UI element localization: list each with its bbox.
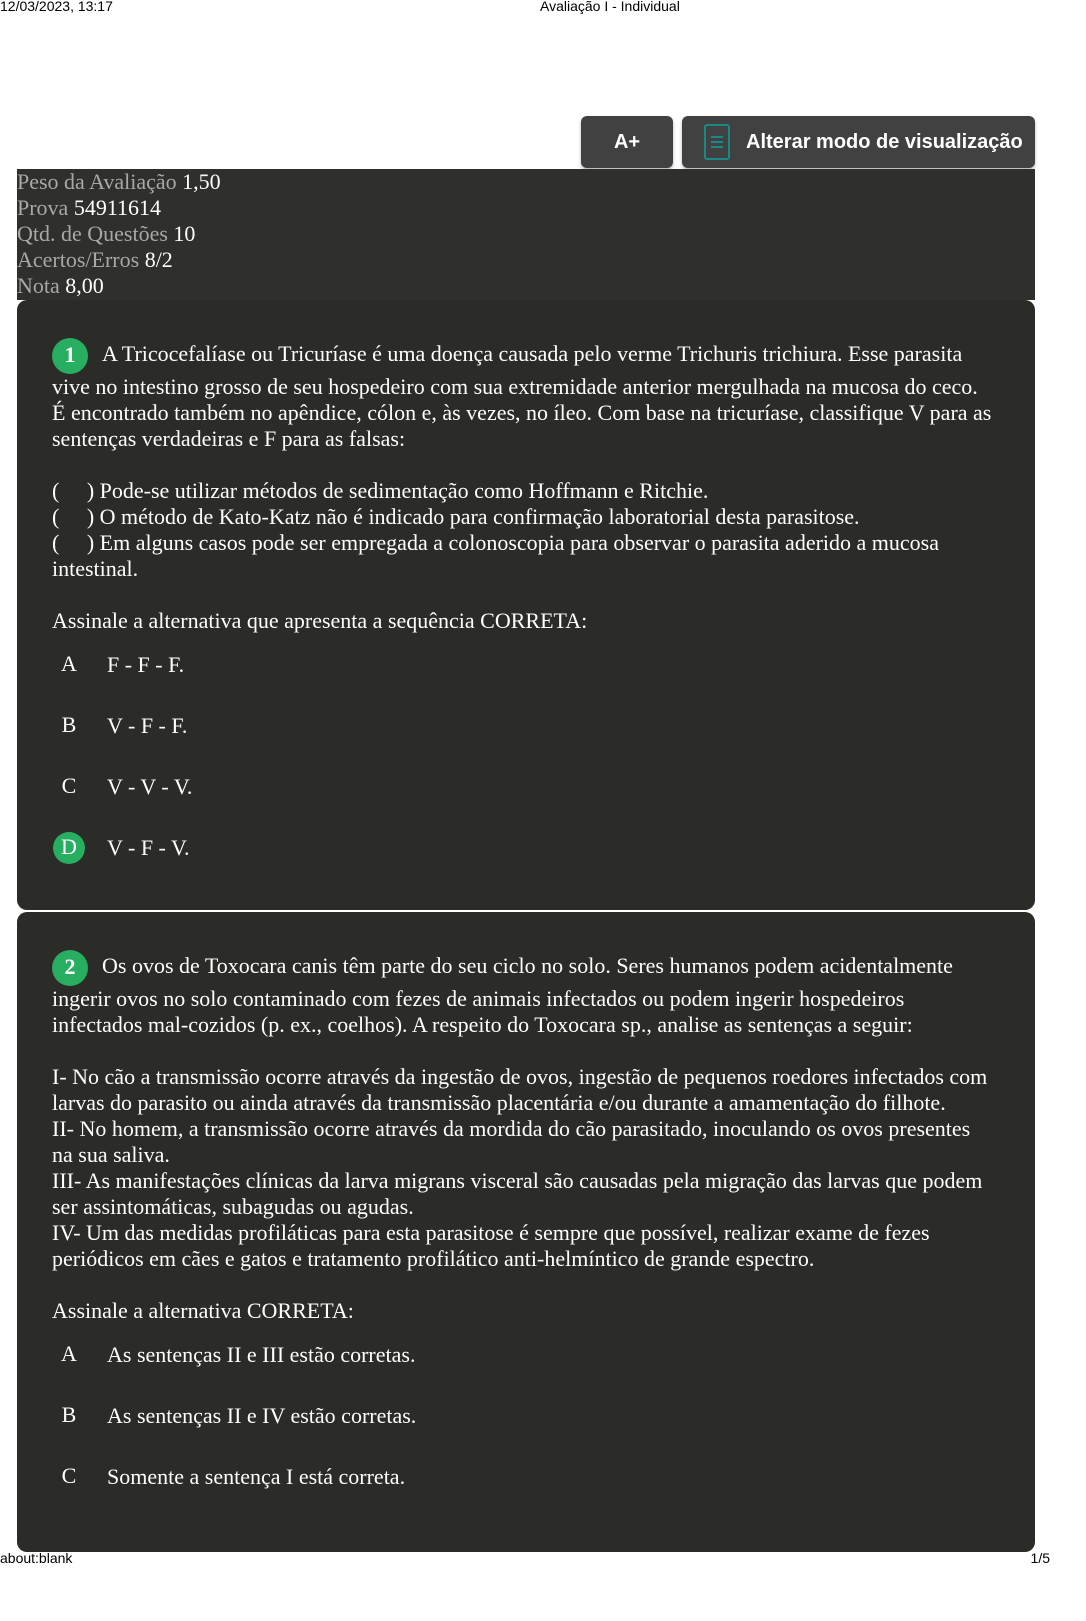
summary-value: 1,50	[182, 169, 221, 194]
question-card-1	[17, 300, 1035, 910]
question-number-badge: 1	[52, 338, 88, 374]
option-text: As sentenças II e III estão corretas.	[107, 1341, 416, 1367]
summary-label: Nota	[17, 273, 60, 298]
question-statements: ( ) Pode-se utilizar métodos de sedimentação como Hoffmann e Ritchie. ( ) O método de Kato-Katz não é indicado para confirmação laboratorial desta parasitose. ( ) Em alguns casos pode ser empregada a colonoscopia para observar o parasita aderido a mucosa intestinal.	[52, 478, 939, 581]
print-page: 1/5	[1030, 1550, 1050, 1566]
font-size-label: A+	[613, 130, 641, 153]
question-text: 1 A Tricocefalíase ou Tricuríase é uma doença causada pelo verme Trichuris trichiura. Esse parasita vive no intestino grosso de seu hospedeiro com sua extremidade anterior mergulhada na mucosa do ceco. É encontrado também no apêndice, cólon e, às vezes, no íleo. Com base na tricuríase, classifique V para as sentenças verdadeiras e F para as falsas:	[52, 338, 995, 452]
font-size-button[interactable]	[581, 116, 673, 168]
print-title: Avaliação I - Individual	[540, 0, 680, 14]
option-letter: C	[61, 1462, 77, 1488]
view-mode-button[interactable]	[682, 116, 1035, 168]
summary-value: 10	[173, 221, 196, 246]
print-datetime: 12/03/2023, 13:17	[0, 0, 113, 14]
option-letter: C	[61, 772, 77, 798]
document-icon	[704, 124, 730, 160]
option-text: V - V - V.	[107, 773, 193, 799]
summary-label: Prova	[17, 195, 69, 220]
exam-summary	[17, 169, 1035, 300]
summary-label: Peso da Avaliação	[17, 169, 177, 194]
summary-row	[17, 221, 1035, 247]
summary-row	[17, 169, 1035, 195]
question-text: 2 Os ovos de Toxocara canis têm parte do seu ciclo no solo. Seres humanos podem acidentalmente ingerir ovos no solo contaminado com fezes de animais infectados ou podem ingerir hospedeiros infectados mal-cozidos (p. ex., coelhos). A respeito do Toxocara sp., analise as sentenças a seguir:	[52, 950, 995, 1038]
summary-row	[17, 195, 1035, 221]
question-card-2	[17, 912, 1035, 1552]
option-text: Somente a sentença I está correta.	[107, 1463, 406, 1489]
summary-label: Qtd. de Questões	[17, 221, 168, 246]
summary-label: Acertos/Erros	[17, 247, 140, 272]
answer-option-d[interactable]	[52, 817, 995, 878]
answer-option-b[interactable]	[52, 1385, 995, 1446]
option-letter: A	[61, 1340, 77, 1366]
answer-option-a[interactable]	[52, 1324, 995, 1385]
option-letter: B	[61, 711, 77, 737]
summary-value: 8,00	[65, 273, 104, 298]
option-letter: A	[61, 650, 77, 676]
option-letter: D	[53, 832, 85, 864]
question-number-badge: 2	[52, 950, 88, 986]
print-url: about:blank	[0, 1550, 73, 1566]
question-statements: I- No cão a transmissão ocorre através da ingestão de ovos, ingestão de pequenos roedores infectados com larvas do parasito ou ainda através da transmissão placentária e/ou durante a amamentação do filhote. II- No homem, a transmissão ocorre através da mordida do cão parasitado, inoculando os ovos presentes na sua saliva. III- As manifestações clínicas da larva migrans visceral são causadas pela migração das larvas que podem ser assintomáticas, subagudas ou agudas. IV- Um das medidas profiláticas para esta parasitose é sempre que possível, realizar exame de fezes periódicos em cães e gatos e tratamento profilático anti-helmíntico de grande espectro.	[52, 1064, 988, 1271]
option-text: V - F - F.	[107, 712, 188, 738]
option-text: As sentenças II e IV estão corretas.	[107, 1402, 417, 1428]
summary-value: 54911614	[73, 195, 162, 220]
summary-row	[17, 273, 1035, 299]
answer-option-c[interactable]	[52, 756, 995, 817]
question-prompt: Assinale a alternativa que apresenta a sequência CORRETA:	[52, 608, 588, 633]
option-text: V - F - V.	[107, 834, 190, 860]
question-prompt: Assinale a alternativa CORRETA:	[52, 1298, 354, 1323]
summary-value: 8/2	[144, 247, 173, 272]
view-mode-label: Alterar modo de visualização	[746, 130, 1023, 153]
option-text: F - F - F.	[107, 651, 185, 677]
answer-option-a[interactable]	[52, 634, 995, 695]
answer-option-b[interactable]	[52, 695, 995, 756]
answer-option-c[interactable]	[52, 1446, 995, 1507]
option-letter: B	[61, 1401, 77, 1427]
summary-row	[17, 247, 1035, 273]
